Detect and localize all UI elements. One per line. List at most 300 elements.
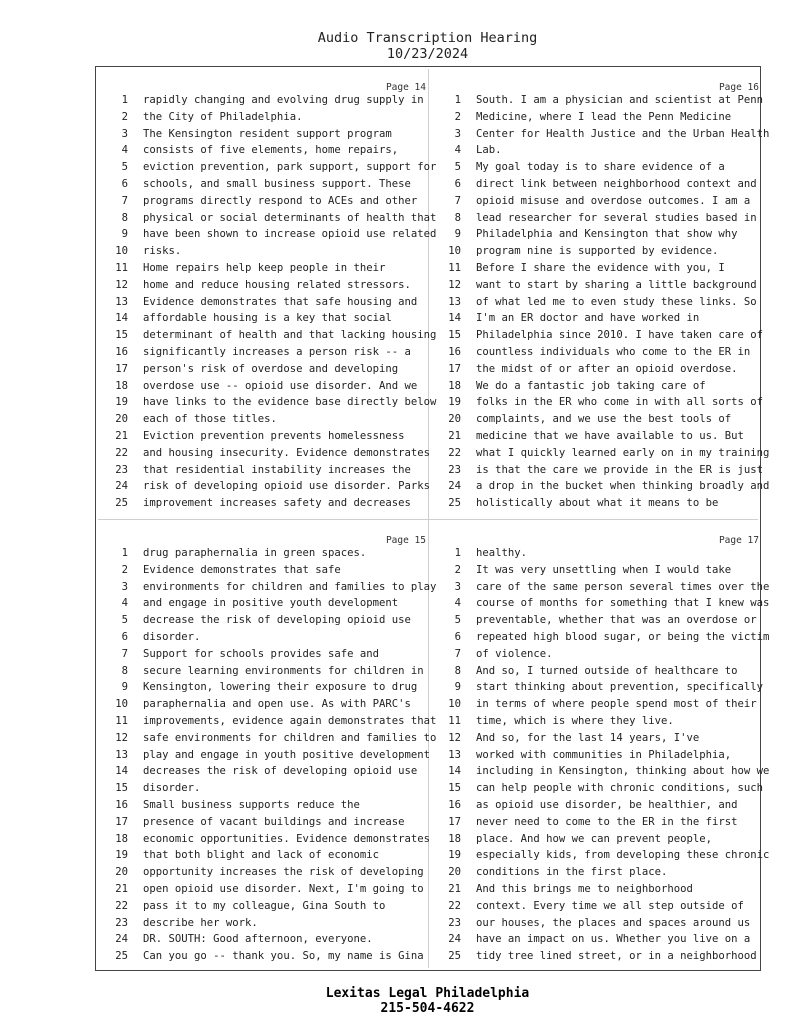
transcript-line xyxy=(106,294,436,311)
line-text: We do a fantastic job taking care of xyxy=(476,379,706,392)
transcript-line xyxy=(439,176,769,193)
transcript-line xyxy=(439,747,769,764)
line-text: want to start by sharing a little background xyxy=(476,278,757,291)
line-number: 7 xyxy=(121,194,128,207)
line-number: 11 xyxy=(448,714,461,727)
transcript-lines xyxy=(106,545,436,965)
line-number: 5 xyxy=(454,614,461,627)
transcript-line xyxy=(439,730,769,747)
line-number: 23 xyxy=(115,463,128,476)
line-number: 22 xyxy=(115,899,128,912)
line-number: 18 xyxy=(448,379,461,392)
line-number: 9 xyxy=(454,681,461,694)
line-text: presence of vacant buildings and increase xyxy=(143,815,405,828)
transcript-line xyxy=(439,831,769,848)
line-number: 15 xyxy=(448,329,461,342)
line-number: 24 xyxy=(448,480,461,493)
transcript-line xyxy=(439,277,769,294)
line-text: play and engage in youth positive development xyxy=(143,748,431,761)
line-text: opioid misuse and overdose outcomes. I am a xyxy=(476,194,751,207)
line-number: 7 xyxy=(454,194,461,207)
line-number: 17 xyxy=(448,815,461,828)
line-text: our houses, the places and spaces around us xyxy=(476,916,751,929)
line-number: 22 xyxy=(448,446,461,459)
transcript-line xyxy=(439,663,769,680)
line-number: 24 xyxy=(115,480,128,493)
line-text: course of months for something that I knew was xyxy=(476,597,770,610)
line-text: person's risk of overdose and developing xyxy=(143,362,399,375)
line-number: 1 xyxy=(454,547,461,559)
transcript-line xyxy=(439,159,769,176)
line-text: including in Kensington, thinking about how we xyxy=(476,765,770,778)
line-text: can help people with chronic conditions, such xyxy=(476,782,764,795)
line-text: context. Every time we all step outside of xyxy=(476,899,744,912)
transcript-lines xyxy=(439,92,769,512)
line-number: 8 xyxy=(454,664,461,677)
transcript-line xyxy=(106,176,436,193)
transcript-line xyxy=(439,562,769,579)
transcript-line xyxy=(106,881,436,898)
line-text: the City of Philadelphia. xyxy=(143,110,303,123)
line-number: 21 xyxy=(448,882,461,895)
line-text: risk of developing opioid use disorder. Parks xyxy=(143,480,431,493)
line-text: never need to come to the ER in the first xyxy=(476,815,738,828)
transcript-line xyxy=(439,814,769,831)
transcript-line xyxy=(106,915,436,932)
transcript-line xyxy=(439,361,769,378)
line-text: the midst of or after an opioid overdose. xyxy=(476,362,738,375)
transcript-line xyxy=(439,109,769,126)
line-text: Kensington, lowering their exposure to drug xyxy=(143,681,418,694)
transcript-line xyxy=(439,629,769,646)
transcript-line xyxy=(106,142,436,159)
line-number: 2 xyxy=(454,563,461,576)
footer-company: Lexitas Legal Philadelphia xyxy=(325,986,530,1001)
line-text: have been shown to increase opioid use related xyxy=(143,228,437,241)
line-number: 13 xyxy=(115,748,128,761)
line-text: opportunity increases the risk of developing xyxy=(143,866,424,879)
page-number: Page 14 xyxy=(385,82,426,93)
line-number: 19 xyxy=(448,396,461,409)
line-text: Evidence demonstrates that safe xyxy=(143,563,341,576)
transcript-line xyxy=(106,595,436,612)
line-text: And so, for the last 14 years, I've xyxy=(476,731,700,744)
line-text: DR. SOUTH: Good afternoon, everyone. xyxy=(143,933,373,946)
transcript-line xyxy=(106,646,436,663)
line-text: disorder. xyxy=(143,782,201,795)
transcript-line xyxy=(106,948,436,965)
transcript-line xyxy=(106,747,436,764)
line-number: 14 xyxy=(115,312,128,325)
line-text: folks in the ER who come in with all sorts of xyxy=(476,396,764,409)
line-text: of violence. xyxy=(476,647,553,660)
line-text: eviction prevention, park support, support for xyxy=(143,161,437,174)
transcript-line xyxy=(439,92,769,109)
line-number: 4 xyxy=(454,144,461,157)
transcript-line xyxy=(106,864,436,881)
transcript-line xyxy=(106,612,436,629)
transcript-line xyxy=(439,445,769,462)
line-text: conditions in the first place. xyxy=(476,866,668,879)
line-text: Small business supports reduce the xyxy=(143,798,360,811)
line-number: 23 xyxy=(115,916,128,929)
transcript-line xyxy=(106,898,436,915)
line-text: describe her work. xyxy=(143,916,258,929)
line-number: 10 xyxy=(448,245,461,258)
line-number: 25 xyxy=(115,497,128,510)
transcript-line xyxy=(439,579,769,596)
transcript-line xyxy=(106,243,436,260)
line-number: 3 xyxy=(121,127,128,140)
page-number: Page 15 xyxy=(385,535,426,546)
line-number: 9 xyxy=(454,228,461,241)
transcript-line xyxy=(106,495,436,512)
line-number: 3 xyxy=(454,127,461,140)
line-text: physical or social determinants of health that xyxy=(143,211,437,224)
line-number: 13 xyxy=(448,295,461,308)
line-text: especially kids, from developing these chronic xyxy=(476,849,770,862)
line-text: place. And how we can prevent people, xyxy=(476,832,712,845)
line-number: 25 xyxy=(448,950,461,963)
line-text: determinant of health and that lacking housing xyxy=(143,329,437,342)
line-number: 4 xyxy=(454,597,461,610)
line-number: 5 xyxy=(454,161,461,174)
transcript-line xyxy=(439,327,769,344)
line-text: that residential instability increases the xyxy=(143,463,411,476)
transcript-line xyxy=(439,243,769,260)
line-number: 20 xyxy=(115,413,128,426)
line-number: 21 xyxy=(115,429,128,442)
transcript-line xyxy=(439,126,769,143)
transcript-line xyxy=(106,126,436,143)
transcript-line xyxy=(439,462,769,479)
line-number: 14 xyxy=(115,765,128,778)
line-number: 14 xyxy=(448,312,461,325)
page-number: Page 16 xyxy=(718,82,759,93)
document-date: 10/23/2024 xyxy=(386,46,469,62)
line-text: Philadelphia and Kensington that show why xyxy=(476,228,738,241)
line-number: 9 xyxy=(121,228,128,241)
transcript-line xyxy=(439,780,769,797)
line-text: Eviction prevention prevents homelessness xyxy=(143,429,405,442)
transcript-line xyxy=(106,763,436,780)
line-text: improvement increases safety and decreases xyxy=(143,497,411,510)
transcript-line xyxy=(106,226,436,243)
page-number: Page 17 xyxy=(718,535,759,546)
line-number: 8 xyxy=(454,211,461,224)
line-number: 7 xyxy=(454,647,461,660)
line-text: safe environments for children and families to xyxy=(143,731,437,744)
line-text: South. I am a physician and scientist at Penn xyxy=(476,94,764,106)
line-number: 25 xyxy=(448,497,461,510)
line-number: 16 xyxy=(115,798,128,811)
transcript-line xyxy=(106,579,436,596)
line-number: 2 xyxy=(121,563,128,576)
line-number: 16 xyxy=(448,798,461,811)
line-text: a drop in the bucket when thinking broadly and xyxy=(476,480,770,493)
line-text: tidy tree lined street, or in a neighborhood xyxy=(476,950,757,963)
transcript-line xyxy=(439,646,769,663)
transcript-line xyxy=(439,713,769,730)
line-text: pass it to my colleague, Gina South to xyxy=(143,899,386,912)
line-text: lead researcher for several studies based in xyxy=(476,211,757,224)
line-text: as opioid use disorder, be healthier, and xyxy=(476,798,738,811)
transcript-line xyxy=(439,226,769,243)
document-header xyxy=(0,30,800,62)
line-number: 6 xyxy=(454,177,461,190)
line-number: 6 xyxy=(121,177,128,190)
horizontal-divider xyxy=(98,519,758,520)
line-text: Center for Health Justice and the Urban Health xyxy=(476,127,770,140)
transcript-line xyxy=(106,428,436,445)
line-number: 13 xyxy=(115,295,128,308)
line-number: 2 xyxy=(454,110,461,123)
line-text: And so, I turned outside of healthcare to xyxy=(476,664,738,677)
line-text: secure learning environments for children in xyxy=(143,664,424,677)
transcript-line xyxy=(439,378,769,395)
transcript-line xyxy=(106,562,436,579)
line-number: 16 xyxy=(448,345,461,358)
line-text: holistically about what it means to be xyxy=(476,497,719,510)
line-number: 24 xyxy=(448,933,461,946)
transcript-line xyxy=(439,763,769,780)
line-number: 12 xyxy=(115,278,128,291)
line-number: 13 xyxy=(448,748,461,761)
transcript-line xyxy=(439,545,769,562)
transcript-frame xyxy=(95,66,770,971)
line-text: My goal today is to share evidence of a xyxy=(476,161,725,174)
transcript-line xyxy=(106,797,436,814)
transcript-line xyxy=(106,847,436,864)
transcript-line xyxy=(106,730,436,747)
line-text: Lab. xyxy=(476,144,502,157)
line-number: 12 xyxy=(448,278,461,291)
line-text: medicine that we have available to us. But xyxy=(476,429,744,442)
transcript-line xyxy=(106,445,436,462)
line-text: have links to the evidence base directly below xyxy=(143,396,437,409)
line-text: overdose use -- opioid use disorder. And we xyxy=(143,379,418,392)
transcript-line xyxy=(106,713,436,730)
line-number: 23 xyxy=(448,463,461,476)
line-text: program nine is supported by evidence. xyxy=(476,245,719,258)
line-number: 3 xyxy=(121,580,128,593)
line-text: It was very unsettling when I would take xyxy=(476,563,732,576)
line-number: 18 xyxy=(115,379,128,392)
line-text: and engage in positive youth development xyxy=(143,597,399,610)
transcript-line xyxy=(439,679,769,696)
transcript-line xyxy=(106,780,436,797)
line-text: that both blight and lack of economic xyxy=(143,849,379,862)
transcript-lines xyxy=(106,92,436,512)
transcript-line xyxy=(106,193,436,210)
line-number: 23 xyxy=(448,916,461,929)
transcript-line xyxy=(439,495,769,512)
line-number: 4 xyxy=(121,597,128,610)
transcript-line xyxy=(439,294,769,311)
line-number: 24 xyxy=(115,933,128,946)
line-number: 17 xyxy=(115,362,128,375)
line-text: complaints, and we use the best tools of xyxy=(476,413,732,426)
line-number: 5 xyxy=(121,614,128,627)
line-number: 17 xyxy=(448,362,461,375)
transcript-line xyxy=(106,210,436,227)
transcript-line xyxy=(106,831,436,848)
line-number: 19 xyxy=(115,849,128,862)
line-text: disorder. xyxy=(143,630,201,643)
line-text: economic opportunities. Evidence demonstrates xyxy=(143,832,431,845)
transcript-line xyxy=(106,361,436,378)
line-text: direct link between neighborhood context and xyxy=(476,177,757,190)
line-text: consists of five elements, home repairs, xyxy=(143,144,399,157)
line-text: Support for schools provides safe and xyxy=(143,647,379,660)
line-number: 15 xyxy=(448,782,461,795)
transcript-line xyxy=(439,612,769,629)
line-text: in terms of where people spend most of their xyxy=(476,698,757,711)
line-text: I'm an ER doctor and have worked in xyxy=(476,312,700,325)
line-text: decreases the risk of developing opioid use xyxy=(143,765,418,778)
line-number: 3 xyxy=(454,580,461,593)
transcript-line xyxy=(439,898,769,915)
transcript-line xyxy=(439,931,769,948)
line-text: Medicine, where I lead the Penn Medicine xyxy=(476,110,732,123)
line-number: 21 xyxy=(115,882,128,895)
transcript-line xyxy=(106,931,436,948)
transcript-line xyxy=(106,462,436,479)
line-text: paraphernalia and open use. As with PARC's xyxy=(143,698,411,711)
line-text: Before I share the evidence with you, I xyxy=(476,261,725,274)
line-text: is that the care we provide in the ER is just xyxy=(476,463,764,476)
line-text: repeated high blood sugar, or being the victim xyxy=(476,630,770,643)
transcript-line xyxy=(439,210,769,227)
line-text: healthy. xyxy=(476,547,528,559)
transcript-line xyxy=(439,478,769,495)
line-number: 10 xyxy=(448,698,461,711)
line-number: 9 xyxy=(121,681,128,694)
footer-phone: 215-504-4622 xyxy=(380,1001,475,1016)
line-number: 12 xyxy=(115,731,128,744)
line-text: time, which is where they live. xyxy=(476,714,674,727)
line-number: 5 xyxy=(121,161,128,174)
line-number: 1 xyxy=(121,547,128,559)
transcript-line xyxy=(106,478,436,495)
transcript-line xyxy=(106,344,436,361)
line-number: 10 xyxy=(115,698,128,711)
line-number: 19 xyxy=(115,396,128,409)
line-number: 11 xyxy=(115,714,128,727)
transcript-line xyxy=(106,814,436,831)
line-number: 12 xyxy=(448,731,461,744)
line-number: 21 xyxy=(448,429,461,442)
line-number: 20 xyxy=(448,866,461,879)
line-number: 8 xyxy=(121,664,128,677)
transcript-line xyxy=(106,545,436,562)
line-number: 22 xyxy=(448,899,461,912)
line-text: what I quickly learned early on in my training xyxy=(476,446,770,459)
line-text: Philadelphia since 2010. I have taken care of xyxy=(476,329,764,342)
line-number: 14 xyxy=(448,765,461,778)
line-number: 4 xyxy=(121,144,128,157)
transcript-line xyxy=(106,663,436,680)
line-number: 25 xyxy=(115,950,128,963)
line-number: 8 xyxy=(121,211,128,224)
line-number: 15 xyxy=(115,782,128,795)
line-text: programs directly respond to ACEs and other xyxy=(143,194,418,207)
line-text: each of those titles. xyxy=(143,413,277,426)
transcript-line xyxy=(106,629,436,646)
line-text: and housing insecurity. Evidence demonstrates xyxy=(143,446,431,459)
line-text: decrease the risk of developing opioid use xyxy=(143,614,411,627)
line-number: 10 xyxy=(115,245,128,258)
line-text: preventable, whether that was an overdose or xyxy=(476,614,757,627)
line-text: Home repairs help keep people in their xyxy=(143,261,386,274)
transcript-line xyxy=(439,696,769,713)
transcript-line xyxy=(106,260,436,277)
line-text: risks. xyxy=(143,245,182,258)
line-number: 2 xyxy=(121,110,128,123)
transcript-line xyxy=(106,679,436,696)
transcript-line xyxy=(106,310,436,327)
line-number: 15 xyxy=(115,329,128,342)
transcript-lines xyxy=(439,545,769,965)
line-text: start thinking about prevention, specifically xyxy=(476,681,764,694)
line-number: 16 xyxy=(115,345,128,358)
document-footer xyxy=(0,986,800,1016)
line-number: 1 xyxy=(454,94,461,106)
transcript-line xyxy=(439,260,769,277)
transcript-line xyxy=(439,797,769,814)
transcript-line xyxy=(439,310,769,327)
line-text: drug paraphernalia in green spaces. xyxy=(143,547,367,559)
line-text: open opioid use disorder. Next, I'm going to xyxy=(143,882,424,895)
line-number: 6 xyxy=(454,630,461,643)
line-text: Evidence demonstrates that safe housing and xyxy=(143,295,418,308)
transcript-line xyxy=(106,394,436,411)
transcript-line xyxy=(106,411,436,428)
transcript-line xyxy=(439,864,769,881)
line-text: have an impact on us. Whether you live on a xyxy=(476,933,751,946)
line-text: countless individuals who come to the ER in xyxy=(476,345,751,358)
line-text: schools, and small business support. These xyxy=(143,177,411,190)
transcript-line xyxy=(439,881,769,898)
transcript-line xyxy=(439,411,769,428)
line-number: 20 xyxy=(115,866,128,879)
line-text: The Kensington resident support program xyxy=(143,127,392,140)
transcript-line xyxy=(106,277,436,294)
line-number: 18 xyxy=(448,832,461,845)
line-text: environments for children and families to play xyxy=(143,580,437,593)
transcript-line xyxy=(439,915,769,932)
transcript-line xyxy=(439,428,769,445)
document-title: Audio Transcription Hearing xyxy=(317,30,538,46)
line-number: 18 xyxy=(115,832,128,845)
transcript-line xyxy=(106,327,436,344)
line-number: 6 xyxy=(121,630,128,643)
transcript-line xyxy=(439,847,769,864)
line-text: home and reduce housing related stressors. xyxy=(143,278,411,291)
line-number: 11 xyxy=(448,261,461,274)
transcript-line xyxy=(439,344,769,361)
line-number: 19 xyxy=(448,849,461,862)
line-text: worked with communities in Philadelphia, xyxy=(476,748,732,761)
line-number: 22 xyxy=(115,446,128,459)
line-text: affordable housing is a key that social xyxy=(143,312,392,325)
transcript-line xyxy=(106,696,436,713)
transcript-line xyxy=(439,595,769,612)
transcript-line xyxy=(106,378,436,395)
transcript-line xyxy=(106,159,436,176)
line-text: significantly increases a person risk -- a xyxy=(143,345,411,358)
transcript-line xyxy=(106,92,436,109)
